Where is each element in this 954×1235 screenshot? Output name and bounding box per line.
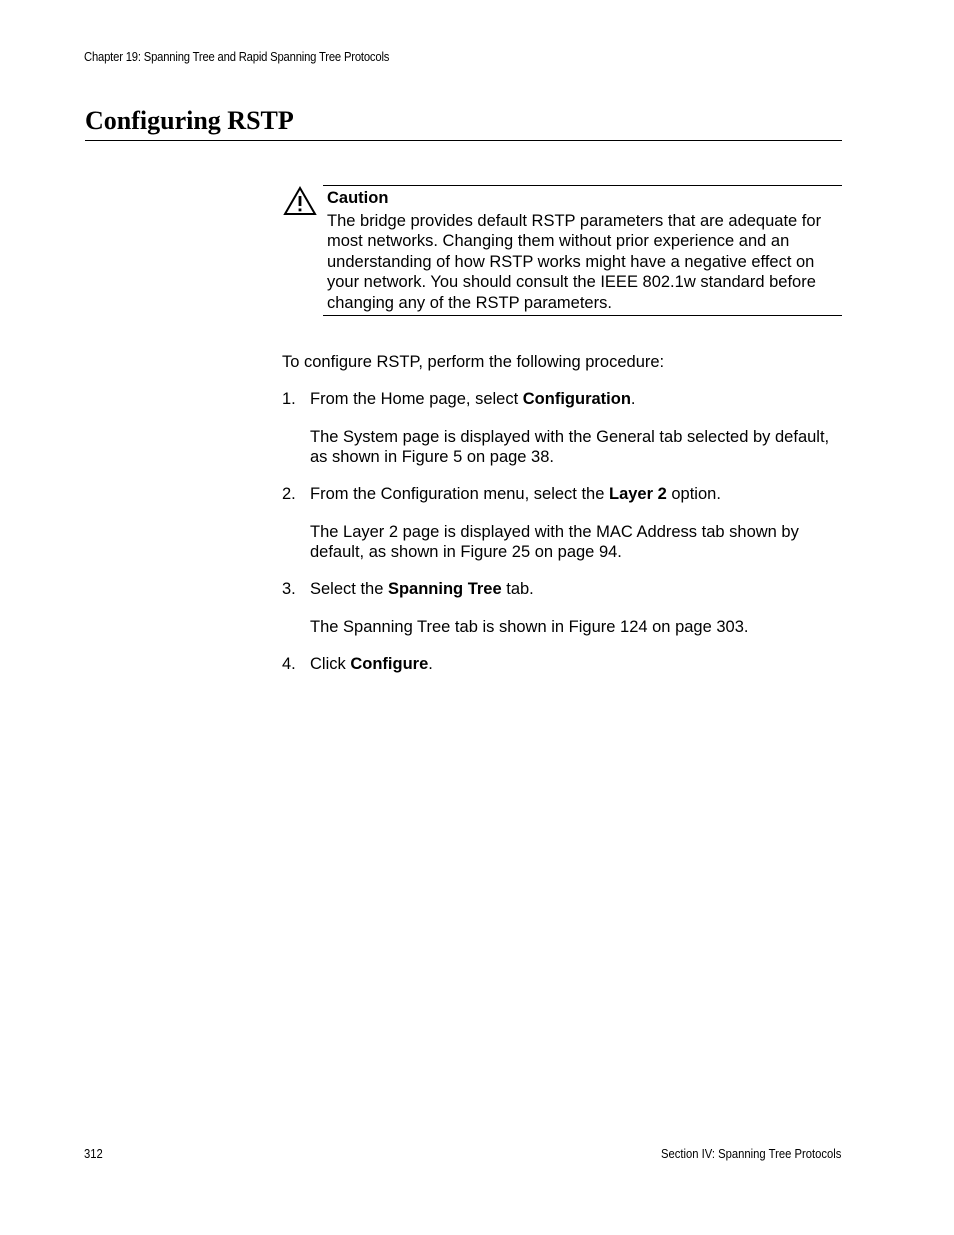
ui-term: Configure <box>350 655 429 673</box>
step-note: The Spanning Tree tab is shown in Figure 124 on page 303. <box>310 618 749 636</box>
step-note: The System page is displayed with the General tab selected by default, as shown in Figure 5 on page 38. <box>310 428 830 467</box>
step-number: 2. <box>282 485 296 503</box>
page-number: 312 <box>84 1147 103 1161</box>
step-number: 4. <box>282 655 296 673</box>
caution-heading: Caution <box>327 189 389 207</box>
ui-term: Configuration <box>522 390 631 408</box>
step-note: The Layer 2 page is displayed with the MAC Address tab shown by default, as shown in Figure 25 on page 94. <box>310 523 799 562</box>
step-number: 1. <box>282 390 296 408</box>
step-number: 3. <box>282 580 296 598</box>
ui-term: Layer 2 <box>608 485 667 503</box>
step-text: From the Home page, select Configuration. <box>310 390 636 408</box>
title-rule <box>85 140 842 141</box>
step-text: Select the Spanning Tree tab. <box>310 580 534 598</box>
step-text: Click Configure. <box>310 655 433 673</box>
caution-top-rule <box>323 185 842 186</box>
ui-term: Spanning Tree <box>387 580 502 598</box>
intro-paragraph: To configure RSTP, perform the following procedure: <box>282 353 665 371</box>
warning-triangle-icon <box>283 186 317 216</box>
footer-section: Section IV: Spanning Tree Protocols <box>660 1147 841 1161</box>
page-title: Configuring RSTP <box>85 106 294 135</box>
running-head: Chapter 19: Spanning Tree and Rapid Spanning Tree Protocols <box>84 50 390 64</box>
caution-body: The bridge provides default RSTP parameters that are adequate for most networks. Changing them without prior experience and an understanding of how RSTP works might have a negative effect on your network. You should consult the IEEE 802.1w standard before changing any of the RSTP parameters. <box>327 212 822 312</box>
step-text: From the Configuration menu, select the Layer 2 option. <box>310 485 721 503</box>
caution-bottom-rule <box>323 315 842 316</box>
